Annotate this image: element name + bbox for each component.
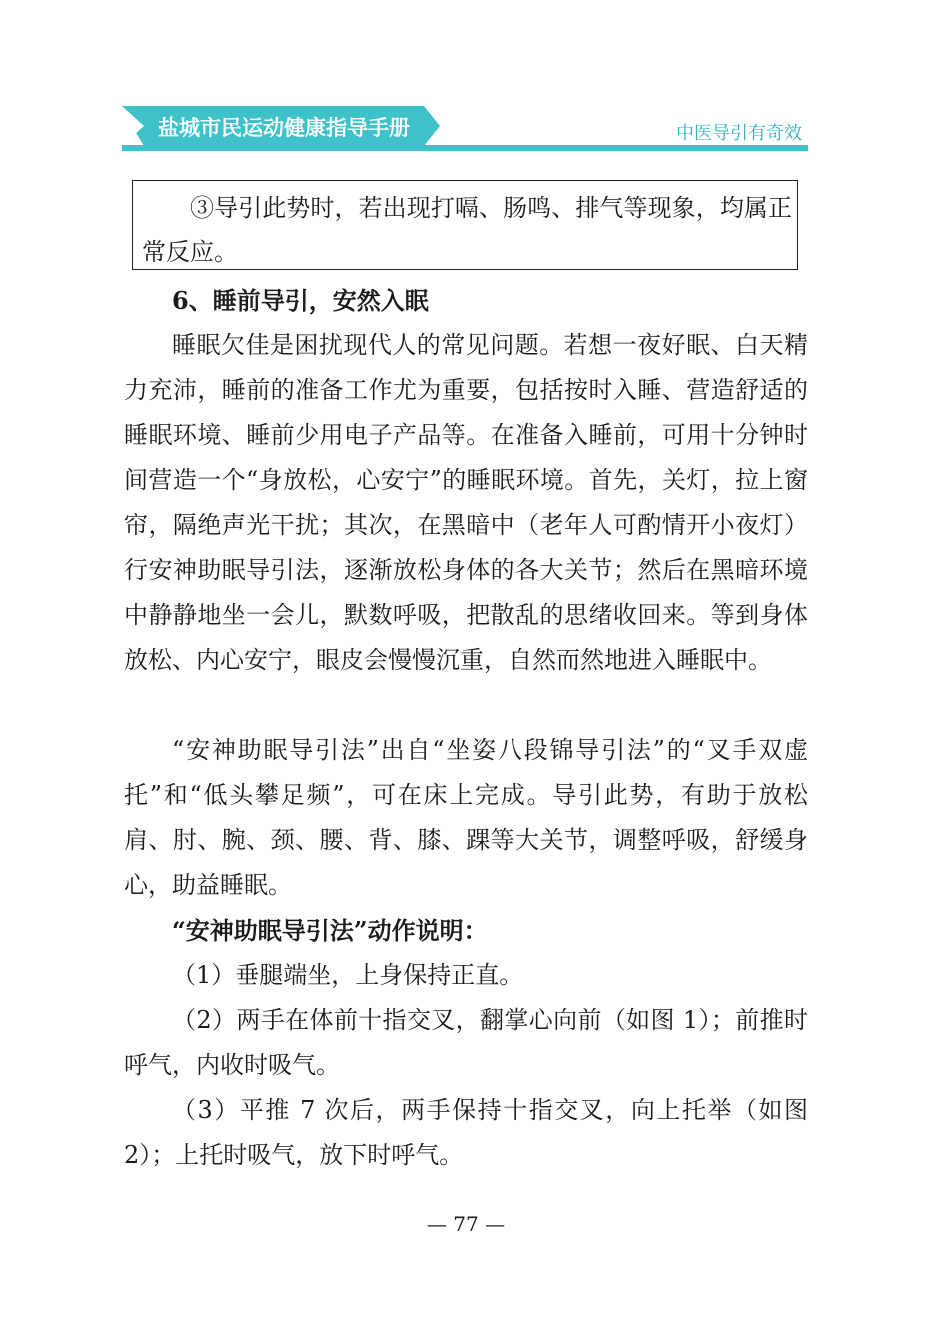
instructions-heading: “安神助眠导引法”动作说明： <box>172 916 488 945</box>
section-heading: 6、睡前导引，安然入眠 <box>172 286 429 315</box>
paragraph-2: “安神助眠导引法”出自“坐姿八段锦导引法”的“叉手双虚托”和“低头攀足频”，可在床上完成。导引此势，有助于放松肩、肘、腕、颈、腰、背、膝、踝等大关节，调整呼吸，舒缓身心，助益睡眠。 <box>124 736 808 899</box>
step-1: （1）垂腿端坐，上身保持正直。 <box>172 961 524 989</box>
step-2: （2）两手在体前十指交叉，翻掌心向前（如图 1）；前推时呼气，内收时吸气。 <box>124 1006 808 1079</box>
header-title: 盐城市民运动健康指导手册 <box>158 116 410 140</box>
page-number: — 77 — <box>426 1212 506 1236</box>
note-box-text: ③导引此势时，若出现打嗝、肠鸣、排气等现象，均属正常反应。 <box>142 194 792 266</box>
step-3: （3）平推 7 次后，两手保持十指交叉，向上托举（如图 2）；上托时吸气，放下时呼气。 <box>124 1096 808 1169</box>
paragraph-1: 睡眠欠佳是困扰现代人的常见问题。若想一夜好眠、白天精力充沛，睡前的准备工作尤为重要，包括按时入睡、营造舒适的睡眠环境、睡前少用电子产品等。在准备入睡前，可用十分钟时间营造一个“身放松，心安宁”的睡眠环境。首先，关灯，拉上窗帘，隔绝声光干扰；其次，在黑暗中（老年人可酌情开小夜灯）行安神助眠导引法，逐渐放松身体的各大关节；然后在黑暗环境中静静地坐一会儿，默数呼吸，把散乱的思绪收回来。等到身体放松、内心安宁，眼皮会慢慢沉重，自然而然地进入睡眠中。 <box>124 331 808 674</box>
header-section-label: 中医导引有奇效 <box>676 123 802 144</box>
header-rule <box>122 145 808 151</box>
page-header <box>122 106 808 152</box>
